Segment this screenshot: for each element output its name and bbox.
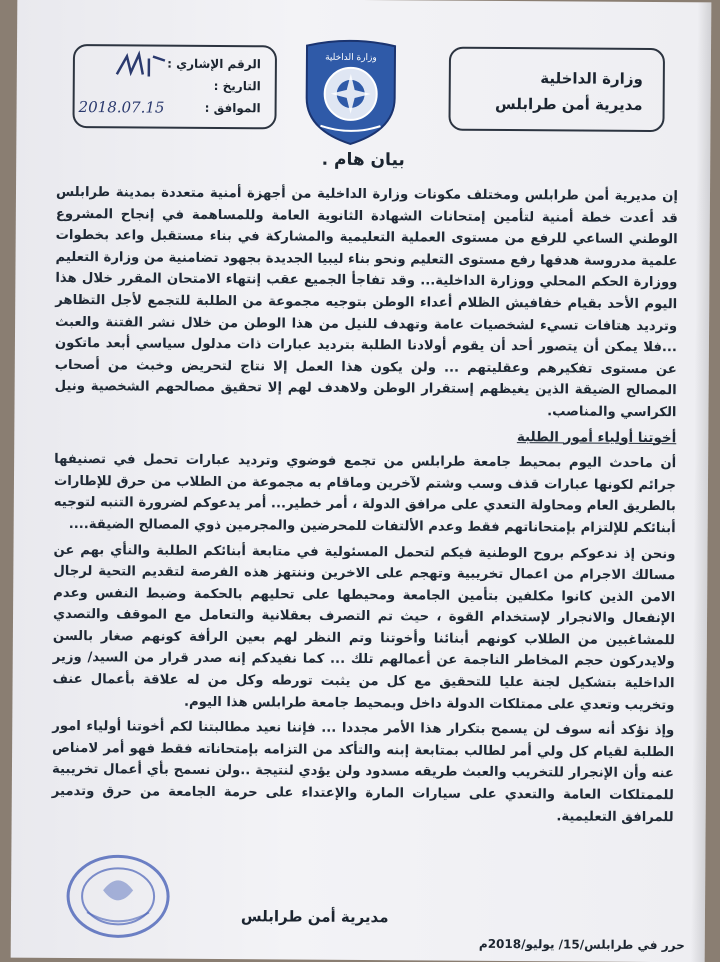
ref-number-row [167,57,261,72]
handwritten-ref-mark [113,50,173,80]
ministry-box [448,47,665,133]
document-page [11,0,712,962]
statement-body [52,182,678,833]
paragraph-call: ونحن إذ ندعوكم بروح الوطنية فيكم لتحمل المسئولية في متابعة أبنائكم الطلبة والنأي بهم عن مسالك الاجرام من اعمال تخريبية وتهجم على الاخرين وننتهز هذه الفرصة لتقديم التحية لرجال الامن الذين كانوا مكلفين بتأمين الجامعة ومحيطها على تحليهم بالحكمة وضبط النفس وعدم الإنفعال والانجرار لإستخدام القوة ، حيث تم التصرف بعقلانية والتعامل مع الموقف والتصدي للمشاغبين من الطلاب كونهم أبنائنا وأخوتنا وتم النظر لهم بعين الرأفة كونهم صغار بالسن ولايدركون حجم المخاطر الناجمة عن أعمالهم تلك ... كما نفيدكم إنه صدر قرار من السيد/ وزير الداخلية بتشكيل لجنة عليا للتحقيق مع كل من يثبت تورطه وكل من له علاقة بأعمال عنف وتخريب وتعدي على ممتلكات الدولة داخل وبمحيط جامعة طرابلس هذا اليوم. [52,542,676,713]
logo-text: وزارة الداخلية [325,52,377,64]
corresponding-label: الموافق : [204,100,261,116]
paragraph-warning: وإذ نؤكد أنه سوف لن يسمح بتكرار هذا الأمر مجددا ... فإننا نعيد مطالبتنا لكم أخوتنا أولياء امور الطلبة لقيام كل ولي أمر لطالب بمتابعة إبنه والتأكد من التزامه بإمتحاناته فقط فهو أمر لامناص عنه وأن الإنجرار للتخريب والعبث طريقه مسدود ولن يؤدي لنتيجة ..ولن نسمح بأي أعمال تخريبية للممتلكات العامة والتعدي على سيارات المارة والإعتداء على حرمة الجامعة من حرق وتدمير للمرافق التعليمية. [51,719,675,825]
official-stamp [63,850,174,943]
directorate-name: مديرية أمن طرابلس [494,94,643,114]
date-label: التاريخ : [213,78,261,94]
statement-title: بيان هام . [321,149,405,171]
ministry-logo [298,38,403,149]
subheading-parents: أخوتنا أولياء أمور الطلبة [516,428,677,446]
ref-label: الرقم الإشاري : [167,56,261,72]
corresponding-row [205,101,261,115]
handwritten-date: 2018.07.15 [78,98,165,117]
date-row [214,79,261,93]
footer-place-date: حرر في طرابلس/15/ يوليو/2018م [478,936,685,953]
ministry-name: وزارة الداخلية [540,69,643,88]
signature-label: مديرية أمن طرابلس [240,907,389,927]
ministry-header [495,65,643,118]
paragraph-intro: إن مديرية أمن طرابلس ومختلف مكونات وزارة الداخلية من أجهزة أمنية متعددة بمدينة طرابلس قد أعدت خطة أمنية لتأمين إمتحانات الشهادة الثانوية العامة وللمساهمة في إنجاح المشروع الوطني الساعي للرفع من مستوى العملية التعليمية والمشاركة في بناء مستقبل واعد بخطوات علمية مدروسة هدفها رفع مستوى التعليم ونحو بناء ليبيا الجديدة بجهود تضامنية من وزارة التعليم ووزارة الحكم المحلي ووزارة الداخلية... وقد تفاجأ الجميع عقب إنتهاء الامتحان المقرر خلال هذا اليوم الأحد بقيام خفافيش الظلام أعداء الوطن بتوجيه مجموعة من الطلبة للتجمع لأجل التظاهر وترديد هتافات تسيء لشخصيات عامة وتهدف للنيل من هذا الوطن من خلال نشر الفتنة والعبث ...فلا يمكن أن يتصور أحد أن يقوم أولادنا الطلبة بترديد عبارات ذات مدلول سياسي أبعد ماتكون عن مستوى تفكيرهم وعقليتهم ... ولن يكون هذا العمل إلا نتاج لتحريض وخبث من أصحاب المصالح الضيقة الذين يغيظهم إستقرار الوطن ولاهدف لهم إلا تحقيق مصالحهم الشخصية ونيل الكراسي والمناصب. [54,184,679,421]
paragraph-events: أن ماحدث اليوم بمحيط جامعة طرابلس من تجمع فوضوي وترديد عبارات تحمل في تصنيفها جرائم لكونها عبارات قذف وسب وشتم لآخرين وماقام به مجموعة من الطلاب من حرق للإطارات بالطريق العام ومحاولة التعدي على مرافق الدولة ، أمر خطير... أمر يدعوكم لضرورة التنبه لتوجيه أبنائكم للإلتزام بإمتحاناتهم فقط وعدم الألتفات للمحرضين والمجرمين ذوي المصالح الضيقة.... [53,451,677,537]
page-shadow [691,2,712,962]
reference-box [72,44,277,129]
